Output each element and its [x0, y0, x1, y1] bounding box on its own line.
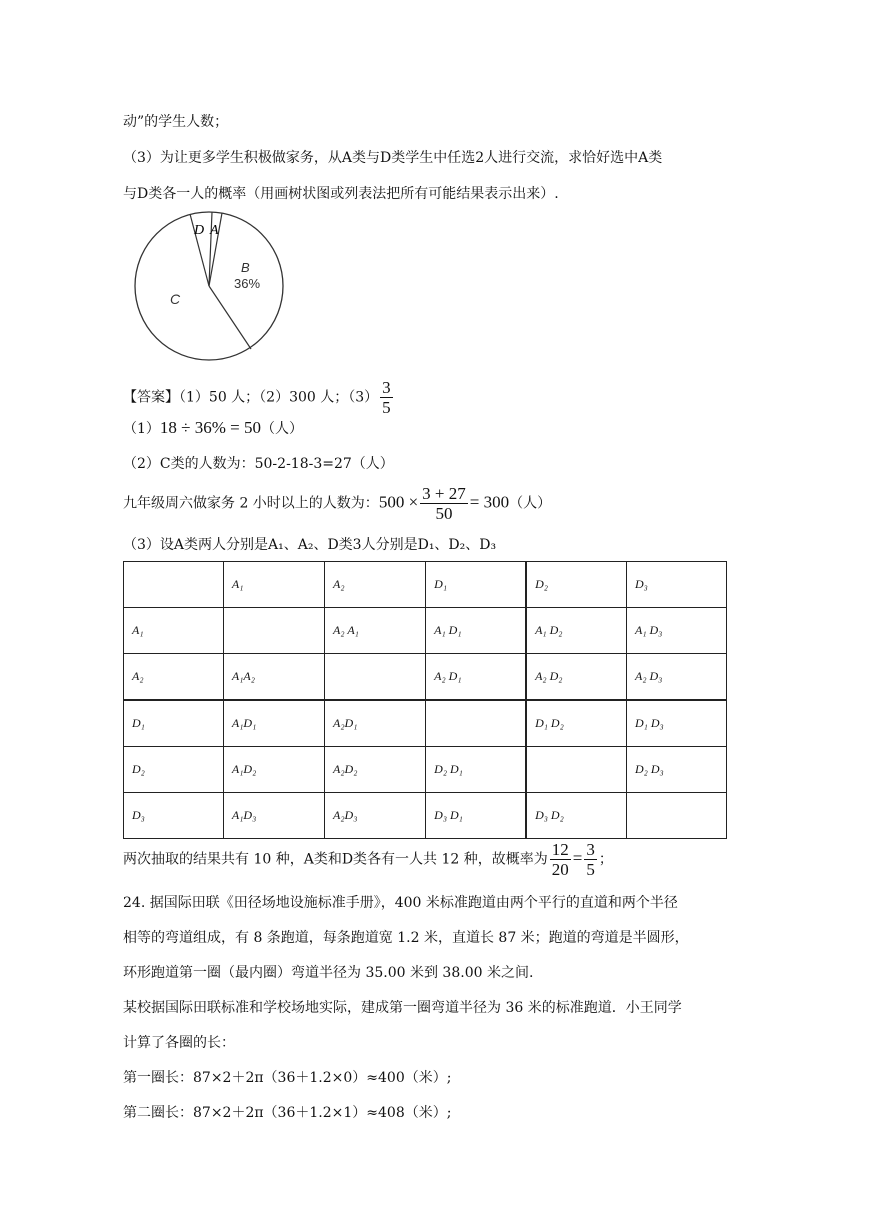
table-cell: D₃ D₂: [526, 793, 626, 839]
result-fraction-1: [550, 840, 571, 879]
table-cell: A₁ D₃: [627, 608, 727, 654]
table-cell: D₂ D₁: [426, 747, 526, 793]
table-cell: D₂: [124, 747, 224, 793]
pie-chart: [132, 210, 292, 365]
answer-prefix: 【答案】（1）50 人；（2）300 人；（3）: [123, 389, 379, 406]
table-cell: [526, 747, 626, 793]
pie-label-a: A: [210, 223, 219, 238]
solution-2b-numerator: 3 + 27: [422, 484, 466, 503]
table-row: [124, 608, 727, 654]
problem-24-line-6: 第一圈长：87×2＋2π（36＋1.2×0）≈400（米）;: [123, 1070, 452, 1086]
table-cell: D₃: [124, 793, 224, 839]
table-cell: D₃: [627, 562, 727, 608]
solution-1-unit: （人）: [261, 421, 304, 437]
table-cell: D₂: [526, 562, 626, 608]
table-cell: A₂ D₃: [627, 654, 727, 701]
table-cell: A₁ D₁: [426, 608, 526, 654]
table-cell: A₁D₂: [223, 747, 324, 793]
table-cell: D₁ D₃: [627, 700, 727, 747]
answer-line: [123, 378, 395, 417]
answer-fraction: [380, 378, 393, 417]
result-line: [123, 840, 613, 879]
solution-1-math: 18 ÷ 36% = 50: [159, 418, 262, 437]
table-cell: [223, 608, 324, 654]
table-cell: A₂ A₁: [325, 608, 426, 654]
table-cell: [426, 700, 526, 747]
pie-label-d: D: [194, 223, 205, 238]
question-3-line-2: 与D类各一人的概率（用画树状图或列表法把所有可能结果表示出来）.: [123, 186, 559, 202]
result-fraction-1-denominator: 20: [551, 860, 569, 879]
table-cell: A₁A₂: [223, 654, 324, 701]
table-cell: A₂ D₁: [426, 654, 526, 701]
solution-2b: [123, 484, 551, 523]
solution-1-label: （1）: [123, 421, 160, 437]
pie-label-b-pct: 36%: [234, 276, 261, 291]
solution-2: （2）C类的人数为：50-2-18-3=27（人）: [123, 456, 394, 472]
table-cell: A₂: [124, 654, 224, 701]
result-end: ；: [598, 851, 613, 868]
table-cell: A₁ D₂: [526, 608, 626, 654]
table-cell: [325, 654, 426, 701]
table-row: [124, 747, 727, 793]
table-row: [124, 562, 727, 608]
result-prefix: 两次抽取的结果共有 10 种，A类和D类各有一人共 12 种，故概率为: [123, 851, 548, 868]
table-cell: A₁D₃: [223, 793, 324, 839]
solution-2b-denominator: 50: [435, 504, 453, 523]
table-cell: D₁: [426, 562, 526, 608]
result-equals: =: [572, 848, 583, 868]
question-3-line-1: （3）为让更多学生积极做家务，从A类与D类学生中任选2人进行交流，求恰好选中A类: [123, 150, 663, 166]
table-row: [124, 793, 727, 839]
result-fraction-1-numerator: 12: [551, 840, 569, 859]
table-cell: A₁: [124, 608, 224, 654]
outcome-table: [123, 561, 727, 839]
solution-2b-prefix: 九年级周六做家务 2 小时以上的人数为：: [123, 495, 379, 512]
table-cell: D₁ D₂: [526, 700, 626, 747]
table-cell: D₃ D₁: [426, 793, 526, 839]
problem-24-line-3: 环形跑道第一圈（最内圈）弯道半径为 35.00 米到 38.00 米之间.: [123, 965, 534, 981]
table-cell: [627, 793, 727, 839]
solution-3: （3）设A类两人分别是A₁、A₂、D类3人分别是D₁、D₂、D₃: [123, 537, 497, 553]
table-cell: A₁D₁: [223, 700, 324, 747]
problem-24-line-2: 相等的弯道组成，有 8 条跑道，每条跑道宽 1.2 米，直道长 87 米；跑道的弯道是半圆形，: [123, 930, 689, 946]
answer-fraction-numerator: 3: [382, 378, 391, 397]
solution-2b-fraction: [420, 484, 468, 523]
result-fraction-2: [584, 840, 597, 879]
problem-24-line-1: 24. 据国际田联《田径场地设施标准手册》，400 米标准跑道由两个平行的直道和两个半径: [123, 895, 678, 911]
table-cell: A₂D₃: [325, 793, 426, 839]
table-cell: A₂D₁: [325, 700, 426, 747]
problem-24-line-5: 计算了各圈的长：: [123, 1035, 235, 1051]
table-cell: A₂D₂: [325, 747, 426, 793]
table-row: [124, 700, 727, 747]
table-cell: [124, 562, 224, 608]
solution-1: [123, 418, 303, 439]
text-line-1: 动”的学生人数；: [123, 114, 229, 130]
table-cell: A₁: [223, 562, 324, 608]
problem-24-line-7: 第二圈长：87×2＋2π（36＋1.2×1）≈408（米）;: [123, 1105, 452, 1121]
solution-2b-unit: （人）: [509, 495, 552, 512]
table-cell: A₂ D₂: [526, 654, 626, 701]
solution-2b-math-1: 500 ×: [378, 492, 419, 512]
pie-label-c: C: [170, 291, 181, 307]
result-fraction-2-numerator: 3: [586, 840, 595, 859]
table-cell: D₁: [124, 700, 224, 747]
answer-fraction-denominator: 5: [382, 398, 391, 417]
solution-2b-math-2: = 300: [469, 492, 510, 512]
table-cell: A₂: [325, 562, 426, 608]
table-cell: D₂ D₃: [627, 747, 727, 793]
table-row: [124, 654, 727, 701]
result-fraction-2-denominator: 5: [586, 860, 595, 879]
problem-24-line-4: 某校据国际田联标准和学校场地实际，建成第一圈弯道半径为 36 米的标准跑道．小王同学: [123, 1000, 682, 1016]
pie-label-b: B: [241, 260, 250, 275]
